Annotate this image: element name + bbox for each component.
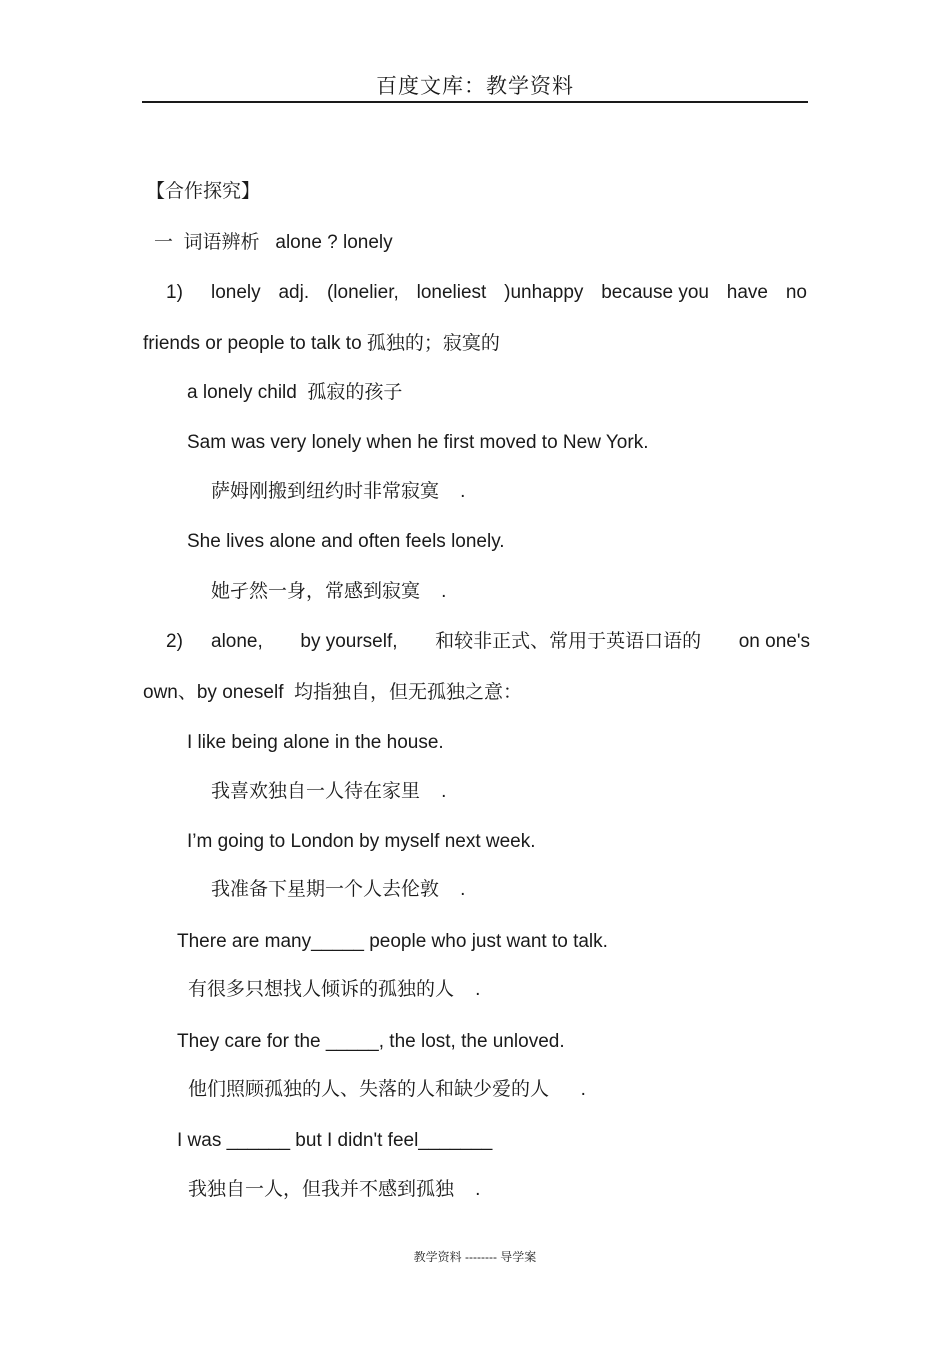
example-line: She lives alone and often feels lonely. xyxy=(187,531,505,552)
item1-part: adj. xyxy=(278,282,310,303)
item1-part: no xyxy=(785,282,807,303)
example-translation: 我准备下星期一个人去伦敦 . xyxy=(211,879,466,900)
exercise-sentence: There are many_____ people who just want to talk. xyxy=(177,931,608,952)
item1-part: because you xyxy=(601,282,709,303)
item1-part: lonely xyxy=(211,282,261,303)
page-footer: 教学资料 -------- 导学案 xyxy=(413,1250,537,1264)
item1-number: 1) xyxy=(166,282,183,303)
item2-definition-line xyxy=(211,629,810,655)
item2-part: on one's xyxy=(738,631,810,652)
header-title: 百度文库：教学资料 xyxy=(376,75,574,98)
example-line: I like being alone in the house. xyxy=(187,732,444,753)
subheading: 一 词语辨析 alone ? lonely xyxy=(154,232,393,253)
exercise-translation: 他们照顾孤独的人、失落的人和缺少爱的人 . xyxy=(188,1079,586,1100)
exercise-translation: 有很多只想找人倾诉的孤独的人 . xyxy=(188,979,481,1000)
item2-part: alone, xyxy=(211,631,263,652)
example-translation: 她孑然一身，常感到寂寞 . xyxy=(211,581,447,602)
header-divider xyxy=(142,101,808,103)
example-line: a lonely child 孤寂的孩子 xyxy=(187,382,403,403)
item1-continuation: friends or people to talk to 孤独的；寂寞的 xyxy=(143,333,500,354)
item1-part: )unhappy xyxy=(504,282,584,303)
example-line: I’m going to London by myself next week. xyxy=(187,831,536,852)
item1-part: (lonelier, xyxy=(326,282,399,303)
item2-part: 和较非正式、常用于英语口语的 xyxy=(435,631,702,652)
example-line: Sam was very lonely when he first moved to New York. xyxy=(187,432,649,453)
example-translation: 我喜欢独自一人待在家里 . xyxy=(211,781,447,802)
item1-part: loneliest xyxy=(416,282,487,303)
item2-continuation: own、by oneself 均指独自，但无孤独之意： xyxy=(143,682,523,703)
exercise-translation: 我独自一人，但我并不感到孤独 . xyxy=(188,1179,481,1200)
item2-number: 2) xyxy=(166,631,183,652)
item2-part: by yourself, xyxy=(300,631,398,652)
section-heading: 【合作探究】 xyxy=(146,181,261,202)
exercise-sentence: They care for the _____, the lost, the unloved. xyxy=(177,1031,565,1052)
example-translation: 萨姆刚搬到纽约时非常寂寞 . xyxy=(211,481,466,502)
item1-part: have xyxy=(726,282,768,303)
item1-definition-line xyxy=(211,280,807,306)
exercise-sentence: I was ______ but I didn't feel_______ xyxy=(177,1130,493,1151)
